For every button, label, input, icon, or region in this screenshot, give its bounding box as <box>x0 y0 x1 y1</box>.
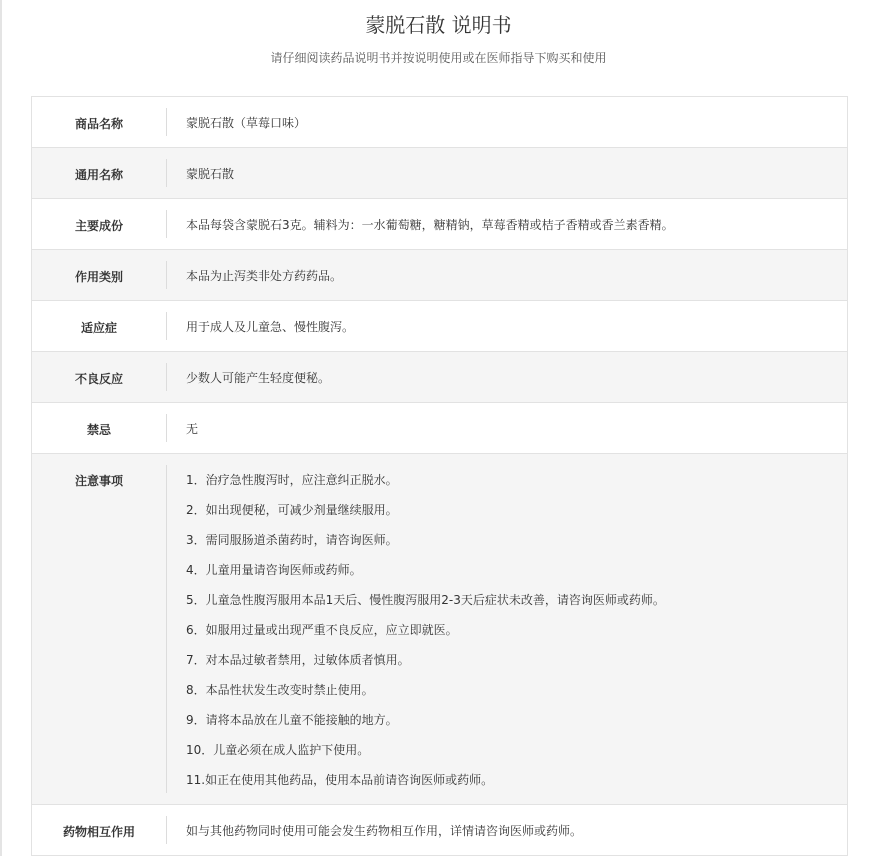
row-label: 商品名称 <box>74 117 123 131</box>
list-item: 10．儿童必须在成人监护下使用。 <box>186 743 370 757</box>
row-value: 本品为止泻类非处方药药品。 <box>186 269 343 283</box>
row-value: 蒙脱石散（草莓口味） <box>186 116 307 130</box>
table-row-ingredients <box>32 199 847 250</box>
table-row-drug-interactions <box>32 805 847 856</box>
precautions-list <box>186 472 847 802</box>
spec-table <box>31 96 848 856</box>
table-row-contraindications <box>32 403 847 454</box>
table-row-precautions <box>32 454 847 805</box>
list-item: 2．如出现便秘，可减少剂量继续服用。 <box>186 503 398 517</box>
row-label: 注意事项 <box>74 474 123 488</box>
table-row-category <box>32 250 847 301</box>
row-label: 药物相互作用 <box>62 825 135 839</box>
table-row-trade-name <box>32 97 847 148</box>
page-left-border <box>0 0 2 856</box>
list-item: 1．治疗急性腹泻时，应注意纠正脱水。 <box>186 473 398 487</box>
page-title: 蒙脱石散 说明书 <box>365 13 512 37</box>
page-subtitle: 请仔细阅读药品说明书并按说明使用或在医师指导下购买和使用 <box>270 51 607 65</box>
row-value: 本品每袋含蒙脱石3克。辅料为：一水葡萄糖，糖精钠，草莓香精或桔子香精或香兰素香精。 <box>186 218 674 232</box>
row-label: 通用名称 <box>74 168 123 182</box>
row-value: 如与其他药物同时使用可能会发生药物相互作用，详情请咨询医师或药师。 <box>186 824 583 838</box>
table-row-indications <box>32 301 847 352</box>
list-item: 9．请将本品放在儿童不能接触的地方。 <box>186 713 398 727</box>
table-row-generic-name <box>32 148 847 199</box>
row-value: 无 <box>186 422 199 436</box>
list-item: 4．儿童用量请咨询医师或药师。 <box>186 563 362 577</box>
row-value: 少数人可能产生轻度便秘。 <box>186 371 331 385</box>
list-item: 11.如正在使用其他药品，使用本品前请咨询医师或药师。 <box>186 773 494 787</box>
list-item: 7．对本品过敏者禁用，过敏体质者慎用。 <box>186 653 410 667</box>
list-item: 3．需同服肠道杀菌药时，请咨询医师。 <box>186 533 398 547</box>
list-item: 5．儿童急性腹泻服用本品1天后、慢性腹泻服用2-3天后症状未改善，请咨询医师或药师。 <box>186 593 665 607</box>
table-row-adverse-reactions <box>32 352 847 403</box>
list-item: 6．如服用过量或出现严重不良反应，应立即就医。 <box>186 623 458 637</box>
row-label: 主要成份 <box>74 219 123 233</box>
row-label: 作用类别 <box>74 270 123 284</box>
row-label: 不良反应 <box>74 372 123 386</box>
row-value: 蒙脱石散 <box>186 167 235 181</box>
row-label: 适应症 <box>80 321 117 335</box>
list-item: 8．本品性状发生改变时禁止使用。 <box>186 683 374 697</box>
row-value <box>167 454 847 804</box>
row-label: 禁忌 <box>86 423 111 437</box>
row-value: 用于成人及儿童急、慢性腹泻。 <box>186 320 355 334</box>
